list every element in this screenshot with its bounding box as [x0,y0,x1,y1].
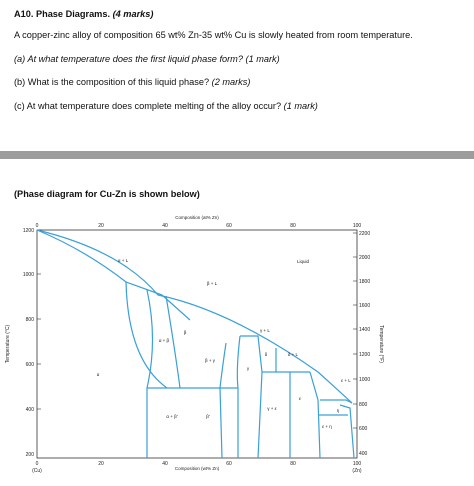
right-tick-1000: 1000 [359,377,371,383]
question-a-marks: (1 mark) [245,54,280,64]
question-marks: (4 marks) [112,9,154,19]
beta-right-boundary [220,343,226,458]
peritectic-beta-line [162,295,190,320]
top-tick-40: 40 [162,223,168,229]
right-tick-2000: 2000 [359,255,371,261]
diagram-heading: (Phase diagram for Cu-Zn is shown below) [14,189,200,199]
label-alpha-beta-prime: α + β' [166,414,178,419]
section-divider [0,151,474,159]
region-labels [97,258,352,429]
top-tick-80: 80 [290,223,296,229]
top-tick-20: 20 [98,223,104,229]
label-beta: β [183,330,187,335]
label-beta-l: β + L [206,281,218,286]
bottom-tick-60: 60 [226,461,232,467]
top-tick-60: 60 [226,223,232,229]
bottom-axis-label: Composition (wt% Zn) [174,466,220,471]
label-epsilon-l: ε + L [341,378,351,383]
label-eta: η [336,408,340,413]
right-axis-label: Temperature (°F) [378,325,384,363]
label-epsilon-eta: ε + η [322,424,332,429]
top-tick-100: 100 [352,223,362,229]
top-ticks [36,223,362,229]
label-delta: δ [264,352,268,357]
right-tick-2200: 2200 [359,231,371,237]
cu-zn-phase-diagram [0,210,474,486]
right-tick-1600: 1600 [359,303,371,309]
label-gamma-l: γ + L [260,328,270,333]
eta-boundary [340,405,354,458]
left-ticks [23,228,34,458]
left-tick-400: 400 [25,407,34,413]
bottom-tick-100: 100 [352,461,362,467]
left-tick-1200: 1200 [22,228,34,234]
label-alpha-beta: α + β [158,338,170,343]
gamma-region-line [240,336,262,458]
question-b [14,76,250,88]
question-number-title: A10. Phase Diagrams. [14,9,111,19]
label-delta-l: δ + L [287,352,299,357]
epsilon-eta-line [320,400,352,403]
liquidus-line [37,230,352,403]
question-intro: A copper-zinc alloy of composition 65 wt% Zn-35 wt% Cu is slowly heated from room temperature. [14,30,413,40]
question-b-marks: (2 marks) [211,77,251,87]
top-axis-label: Composition (at% Zn) [175,215,219,220]
bottom-end-right: (Zn) [352,468,362,474]
label-gamma-epsilon: γ + ε [267,406,277,411]
label-alpha: α [96,372,100,377]
question-c-marks: (1 mark) [283,101,318,111]
left-axis-label: Temperature (°C) [5,324,11,364]
right-tick-400: 400 [359,451,368,457]
label-liquid: Liquid [296,259,310,264]
solidus-alpha-line [37,230,162,295]
question-a-text: (a) At what temperature does the first liquid phase form? [14,54,243,64]
phase-boundary-lines [37,230,354,458]
question-c-text: (c) At what temperature does complete melting of the alloy occur? [14,101,282,111]
right-tick-600: 600 [359,426,368,432]
label-gamma: γ [246,366,250,371]
question-a [14,53,280,65]
right-tick-800: 800 [359,402,368,408]
question-b-text: (b) What is the composition of this liquid phase? [14,77,210,87]
right-tick-1200: 1200 [359,352,371,358]
label-beta-prime: β' [206,414,210,419]
label-alpha-l: α + L [117,258,129,263]
right-ticks [359,231,370,457]
question-title [14,8,153,20]
left-tick-marks [37,230,41,409]
left-tick-200: 200 [25,452,34,458]
right-tick-marks [353,233,357,428]
alpha-solvus-line [126,282,167,388]
left-tick-600: 600 [25,362,34,368]
bottom-end-left: (Cu) [32,468,42,474]
top-tick-0: 0 [35,223,39,229]
bottom-tick-80: 80 [290,461,296,467]
left-tick-800: 800 [25,317,34,323]
gamma-left-boundary [237,336,240,458]
label-epsilon: ε [298,396,302,401]
label-beta-gamma-upper: β + γ [205,358,215,363]
question-c [14,100,318,112]
right-tick-1800: 1800 [359,279,371,285]
bottom-tick-40: 40 [162,461,168,467]
bottom-tick-20: 20 [98,461,104,467]
left-tick-1000: 1000 [22,272,34,278]
bottom-tick-0: 0 [35,461,39,467]
right-tick-1400: 1400 [359,327,371,333]
plot-frame [37,230,357,458]
